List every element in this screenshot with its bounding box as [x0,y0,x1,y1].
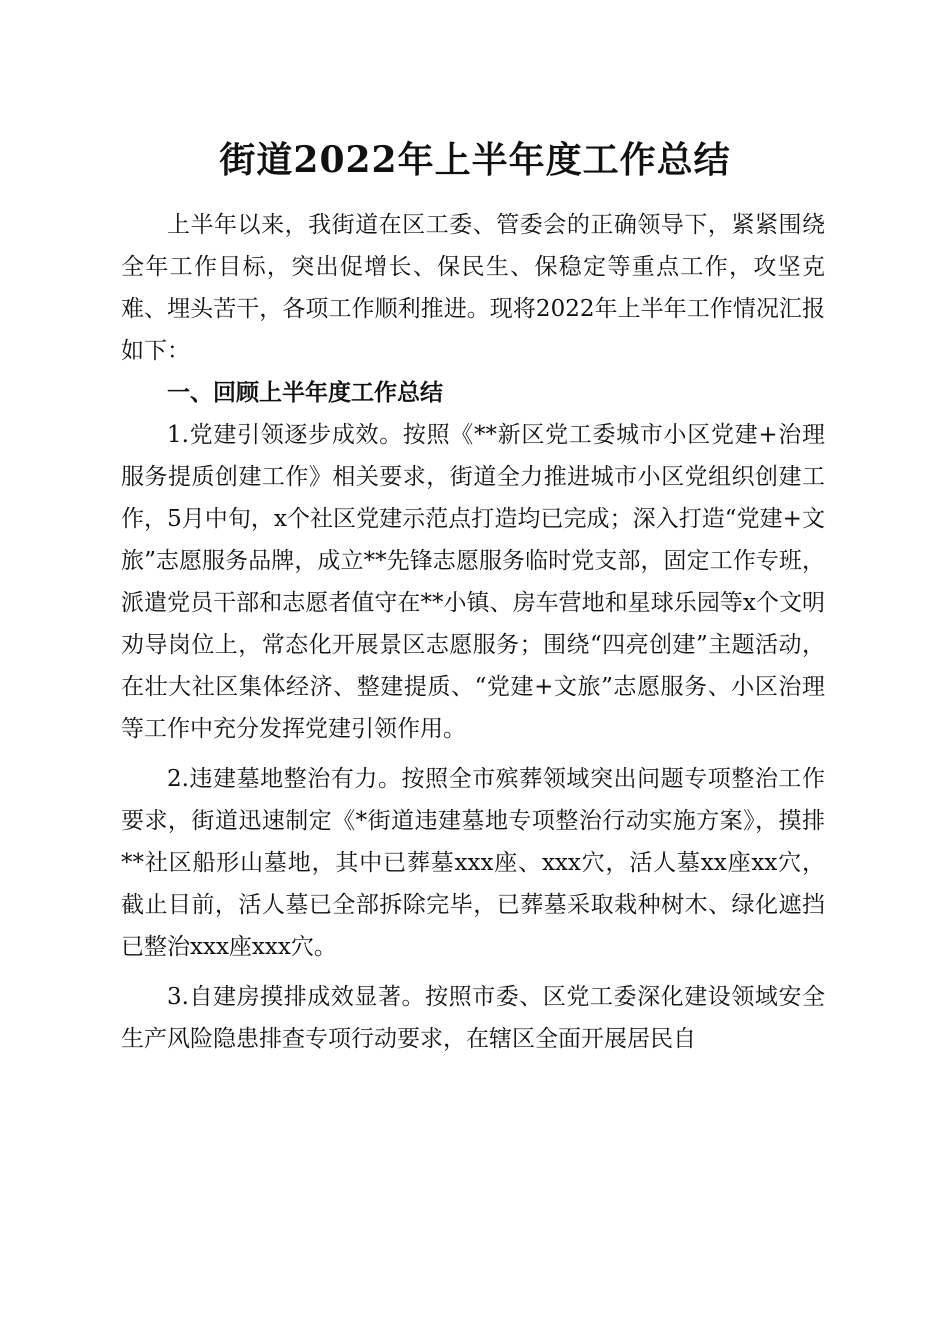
intro-paragraph: 上半年以来，我街道在区工委、管委会的正确领导下，紧紧围绕全年工作目标，突出促增长、保民生、保稳定等重点工作，攻坚克难、埋头苦干，各项工作顺利推进。现将2022年上半年工作情况汇报如下： [121,212,825,364]
document-title: 街道2022年上半年度工作总结 [219,139,731,181]
section-heading: 一、回顾上半年度工作总结 [167,380,443,406]
paragraph-illegal-graves: 2.违建墓地整治有力。按照全市殡葬领域突出问题专项整治工作要求，街道迅速制定《*街道违建墓地专项整治行动实施方案》，摸排**社区船形山墓地，其中已葬墓xxx座、xxx穴，活人墓xx座xx穴，截止目前，活人墓已全部拆除完毕，已葬墓采取栽种树木、绿化遮挡已整治xxx座xxx穴。 [121,766,825,960]
paragraph-party-building: 1.党建引领逐步成效。按照《**新区党工委城市小区党建+治理服务提质创建工作》相关要求，街道全力推进城市小区党组织创建工作，5月中旬，x个社区党建示范点打造均已完成；深入打造“党建+文旅”志愿服务品牌，成立**先锋志愿服务临时党支部，固定工作专班，派遣党员干部和志愿者值守在**小镇、房车营地和星球乐园等x个文明劝导岗位上，常态化开展景区志愿服务；围绕“四亮创建”主题活动，在壮大社区集体经济、整建提质、“党建+文旅”志愿服务、小区治理等工作中充分发挥党建引领作用。 [121,422,825,742]
document-body [121,204,825,1060]
paragraph-self-built-housing: 3.自建房摸排成效显著。按照市委、区党工委深化建设领域安全生产风险隐患排查专项行动要求，在辖区全面开展居民自 [121,984,825,1052]
